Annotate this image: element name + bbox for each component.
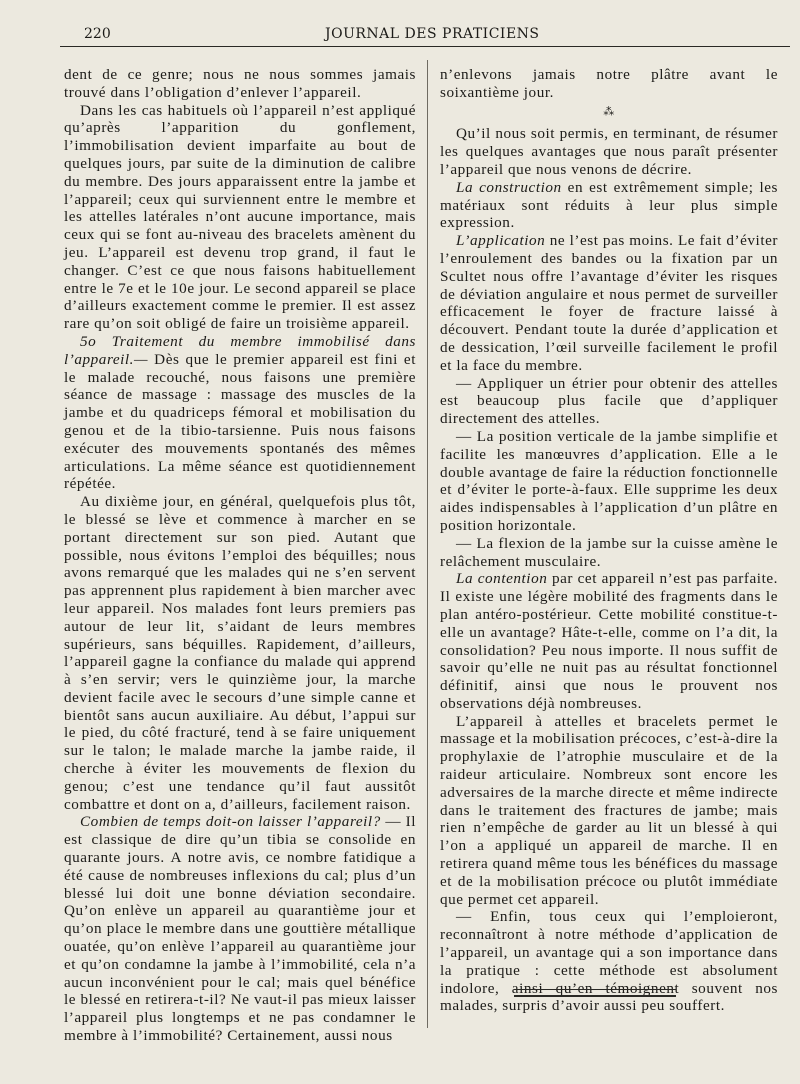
header-rule xyxy=(60,46,790,47)
page-number: 220 xyxy=(84,26,111,42)
end-of-article-rule xyxy=(514,989,676,997)
section-lead: La construction xyxy=(456,178,562,196)
paragraph: — La flexion de la jambe sur la cuisse amène le relâchement musculaire. xyxy=(440,534,778,570)
paragraph-text: — Il est classique de dire qu’un tibia se consolide en quarante jours. A notre avis, ce nombre fatidique a été cause de nombreuses inflexions du cal; plus d’un blessé lui doit une bonne déviation secondaire. Qu’on enlève un appareil au quarantième jour et qu’on place le membre dans une gouttière métallique ouatée, qu’on enlève l’appareil au quarantième jour et qu’on condamne la jambe à l’immobilité, cela n’a aucun inconvénient pour le cal; mais quel bénéfice le blessé en retirera-t-il? Ne vaut-il pas mieux laisser l’appareil plus longtemps et ne pas condamner le membre à l’immobilité? Certainement, aussi nous xyxy=(64,813,416,1045)
paragraph-text: en est extrêmement simple; les matériaux sont réduits à leur plus simple expression. xyxy=(440,178,778,232)
running-title: JOURNAL DES PRATICIENS xyxy=(325,26,540,42)
paragraph-text: Dès que le premier appareil est fini et le malade recouché, nous faisons une première séance de massage : massage des muscles de la jambe et du quadriceps fémoral et mobilisation du genou et de la tibio-tarsienne. Puis nous faisons exécuter des mouvements spontanés des mêmes articulations. La même séance est quotidiennement répétée. xyxy=(64,350,416,493)
paragraph: dent de ce genre; nous ne nous sommes jamais trouvé dans l’obligation d’enlever l’appareil. xyxy=(64,66,416,101)
section-lead: Combien de temps doit-on laisser l’appareil? xyxy=(80,813,381,831)
paragraph: — Enfin, tous ceux qui l’emploieront, reconnaîtront à notre méthode d’application de l’appareil, un avantage qui a son importance dans la pratique : cette méthode est absolument indolore, ainsi qu’en témoignent souvent nos malades, surpris d’avoir aussi peu souffert. xyxy=(440,908,778,1015)
paragraph xyxy=(440,232,778,374)
paragraph: Dans les cas habituels où l’appareil n’est appliqué qu’après l’apparition du gonflement, l’immobilisation devient imparfaite au bout de quelques jours, par suite de la diminution de calibre du membre. Des jours apparaissent entre la jambe et l’appareil; ceux qui surviennent entre le membre et les attelles latérales n’ont aucune importance, mais ceux qui se font au-niveau des bracelets amènent du jeu. L’appareil est devenu trop grand, il faut le changer. C’est ce que nous faisons habituellement entre le 7e et le 10e jour. Le second appareil se place d’ailleurs exactement comme le premier. Il est assez rare qu’on soit obligé de faire un troisième appareil. xyxy=(64,101,416,333)
paragraph: — La position verticale de la jambe simplifie et facilite les manœuvres d’application. Elle a le double avantage de faire la réduction fonctionnelle et d’éviter le porte-à-faux. Elle supprime les deux aides indispensables à l’application d’un plâtre en position horizontale. xyxy=(440,427,778,534)
paragraph: n’enlevons jamais notre plâtre avant le soixantième jour. xyxy=(440,66,778,101)
paragraph: — Appliquer un étrier pour obtenir des attelles est beaucoup plus facile que d’appliquer directement des attelles. xyxy=(440,374,778,428)
section-break-asterism: ⁂ xyxy=(603,105,615,118)
section-lead: 5o Traitement du membre immobilisé dans l’appareil.— xyxy=(64,332,416,368)
left-column xyxy=(64,66,416,1045)
paragraph xyxy=(440,179,778,232)
column-divider xyxy=(427,60,428,1028)
paragraph-text: par cet appareil n’est pas parfaite. Il existe une légère mobilité des fragments dans le plan antéro-postérieur. Cette mobilité constitue-t-elle un avantage? Hâte-t-elle, comme on l’a dit, la consolidation? Peu nous importe. Il nous suffit de savoir qu’elle ne nuit pas au résultat fonctionnel définitif, ainsi que nous le prouvent nos observations déjà nombreuses. xyxy=(440,570,778,712)
paragraph-text: ne l’est pas moins. Le fait d’éviter l’enroulement des bandes ou la fixation par un Scultet nous offre l’avantage d’éviter les risques de déviation angulaire et nous permet de surveiller efficacement le foyer de fracture laissé à découvert. Pendant toute la durée d’application et de dessication, l’œil surveille facilement le profil et la face du membre. xyxy=(440,232,778,374)
section-lead: La contention xyxy=(456,570,548,588)
paragraph: Qu’il nous soit permis, en terminant, de résumer les quelques avantages que nous paraît présenter l’appareil que nous venons de décrire. xyxy=(440,125,778,178)
paragraph xyxy=(440,570,778,712)
paragraph xyxy=(64,333,416,493)
paragraph: Au dixième jour, en général, quelquefois plus tôt, le blessé se lève et commence à marcher en se portant directement sur son pied. Autant que possible, nous évitons l’emploi des béquilles; nous avons remarqué que les malades qui ne s’en servent pas apprennent plus rapidement à bien marcher avec leur appareil. Nos malades font leurs premiers pas autour de leur lit, s’aidant de leurs membres supérieurs, sans béquilles. Rapidement, d’ailleurs, l’appareil gagne la confiance du malade qui apprend à s’en servir; vers le quinzième jour, la marche devient facile avec le secours d’une simple canne et bientôt sans aucun auxiliaire. Au début, l’appui sur le pied, du côté fracturé, tend à se faire uniquement sur le talon; le malade marche la jambe raide, il cherche à éviter les mouvements de flexion du genou; c’est une tendance qu’il faut aussitôt combattre et dont on a, d’ailleurs, facilement raison. xyxy=(64,493,416,813)
section-lead: L’application xyxy=(456,232,546,250)
paragraph xyxy=(64,813,416,1044)
paragraph: L’appareil à attelles et bracelets permet le massage et la mobilisation précoces, c’est-à-dire la prophylaxie de l’atrophie musculaire et de la raideur articulaire. Nombreux sont encore les adversaires de la marche directe et même indirecte dans le traitement des fractures de jambe; mais rien n’empêche de garder au lit un blessé à qui l’on a appliqué un appareil de marche. Il en retirera quand même tous les bénéfices du massage et de la mobilisation précoce ou plutôt immédiate que permet cet appareil. xyxy=(440,712,778,908)
right-column xyxy=(440,66,778,1015)
